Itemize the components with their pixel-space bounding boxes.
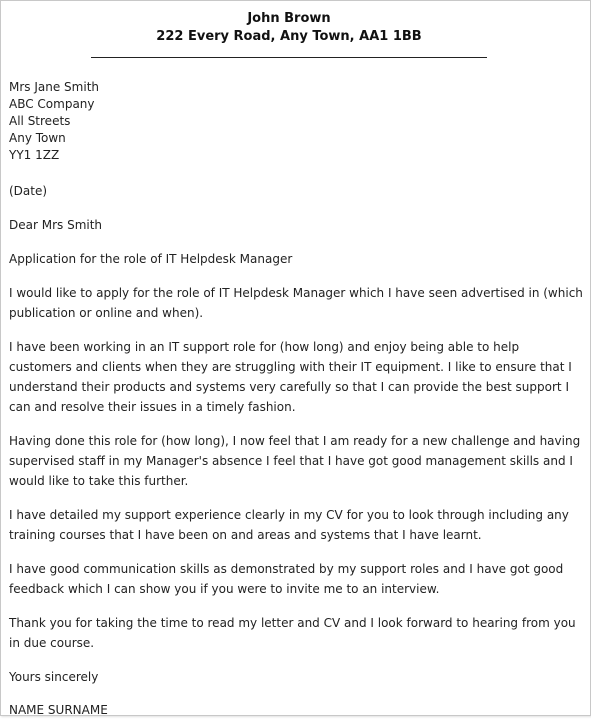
- body-paragraph: Having done this role for (how long), I now feel that I am ready for a new challenge and having supervised staff in my Manager's absence I feel that I have got good management skills and I would like to take this further.: [9, 434, 581, 488]
- body-paragraph: I have detailed my support experience clearly in my CV for you to look through including any training courses that I have been on and areas and systems that I have learnt.: [9, 508, 569, 542]
- recipient-line: All Streets: [9, 114, 71, 128]
- body-paragraph: I would like to apply for the role of IT Helpdesk Manager which I have seen advertised in (which publication or online and when).: [9, 286, 583, 320]
- body-paragraph: I have been working in an IT support role for (how long) and enjoy being able to help customers and clients when they are struggling with their IT equipment. I like to ensure that I understand their products and systems very carefully so that I can provide the best support I can and resolve their issues in a timely fashion.: [9, 340, 572, 414]
- recipient-line: ABC Company: [9, 97, 95, 111]
- signature-name: NAME SURNAME: [9, 703, 108, 717]
- letter-page: [9, 10, 585, 720]
- subject-line: Application for the role of IT Helpdesk Manager: [9, 252, 293, 266]
- header-divider: [91, 57, 487, 58]
- recipient-line: Any Town: [9, 131, 66, 145]
- salutation: Dear Mrs Smith: [9, 218, 103, 232]
- body-paragraph: Thank you for taking the time to read my letter and CV and I look forward to hearing from you in due course.: [9, 616, 576, 650]
- letter-header: [1, 10, 577, 58]
- letter-date: (Date): [9, 184, 48, 198]
- recipient-line: YY1 1ZZ: [9, 148, 60, 162]
- body-paragraph: I have good communication skills as demonstrated by my support roles and I have got good feedback which I can show you if you were to invite me to an interview.: [9, 562, 564, 596]
- sender-address: 222 Every Road, Any Town, AA1 1BB: [156, 29, 422, 44]
- sender-name: John Brown: [247, 11, 331, 26]
- closing: Yours sincerely: [9, 670, 99, 684]
- recipient-address: [9, 79, 585, 164]
- recipient-line: Mrs Jane Smith: [9, 80, 99, 94]
